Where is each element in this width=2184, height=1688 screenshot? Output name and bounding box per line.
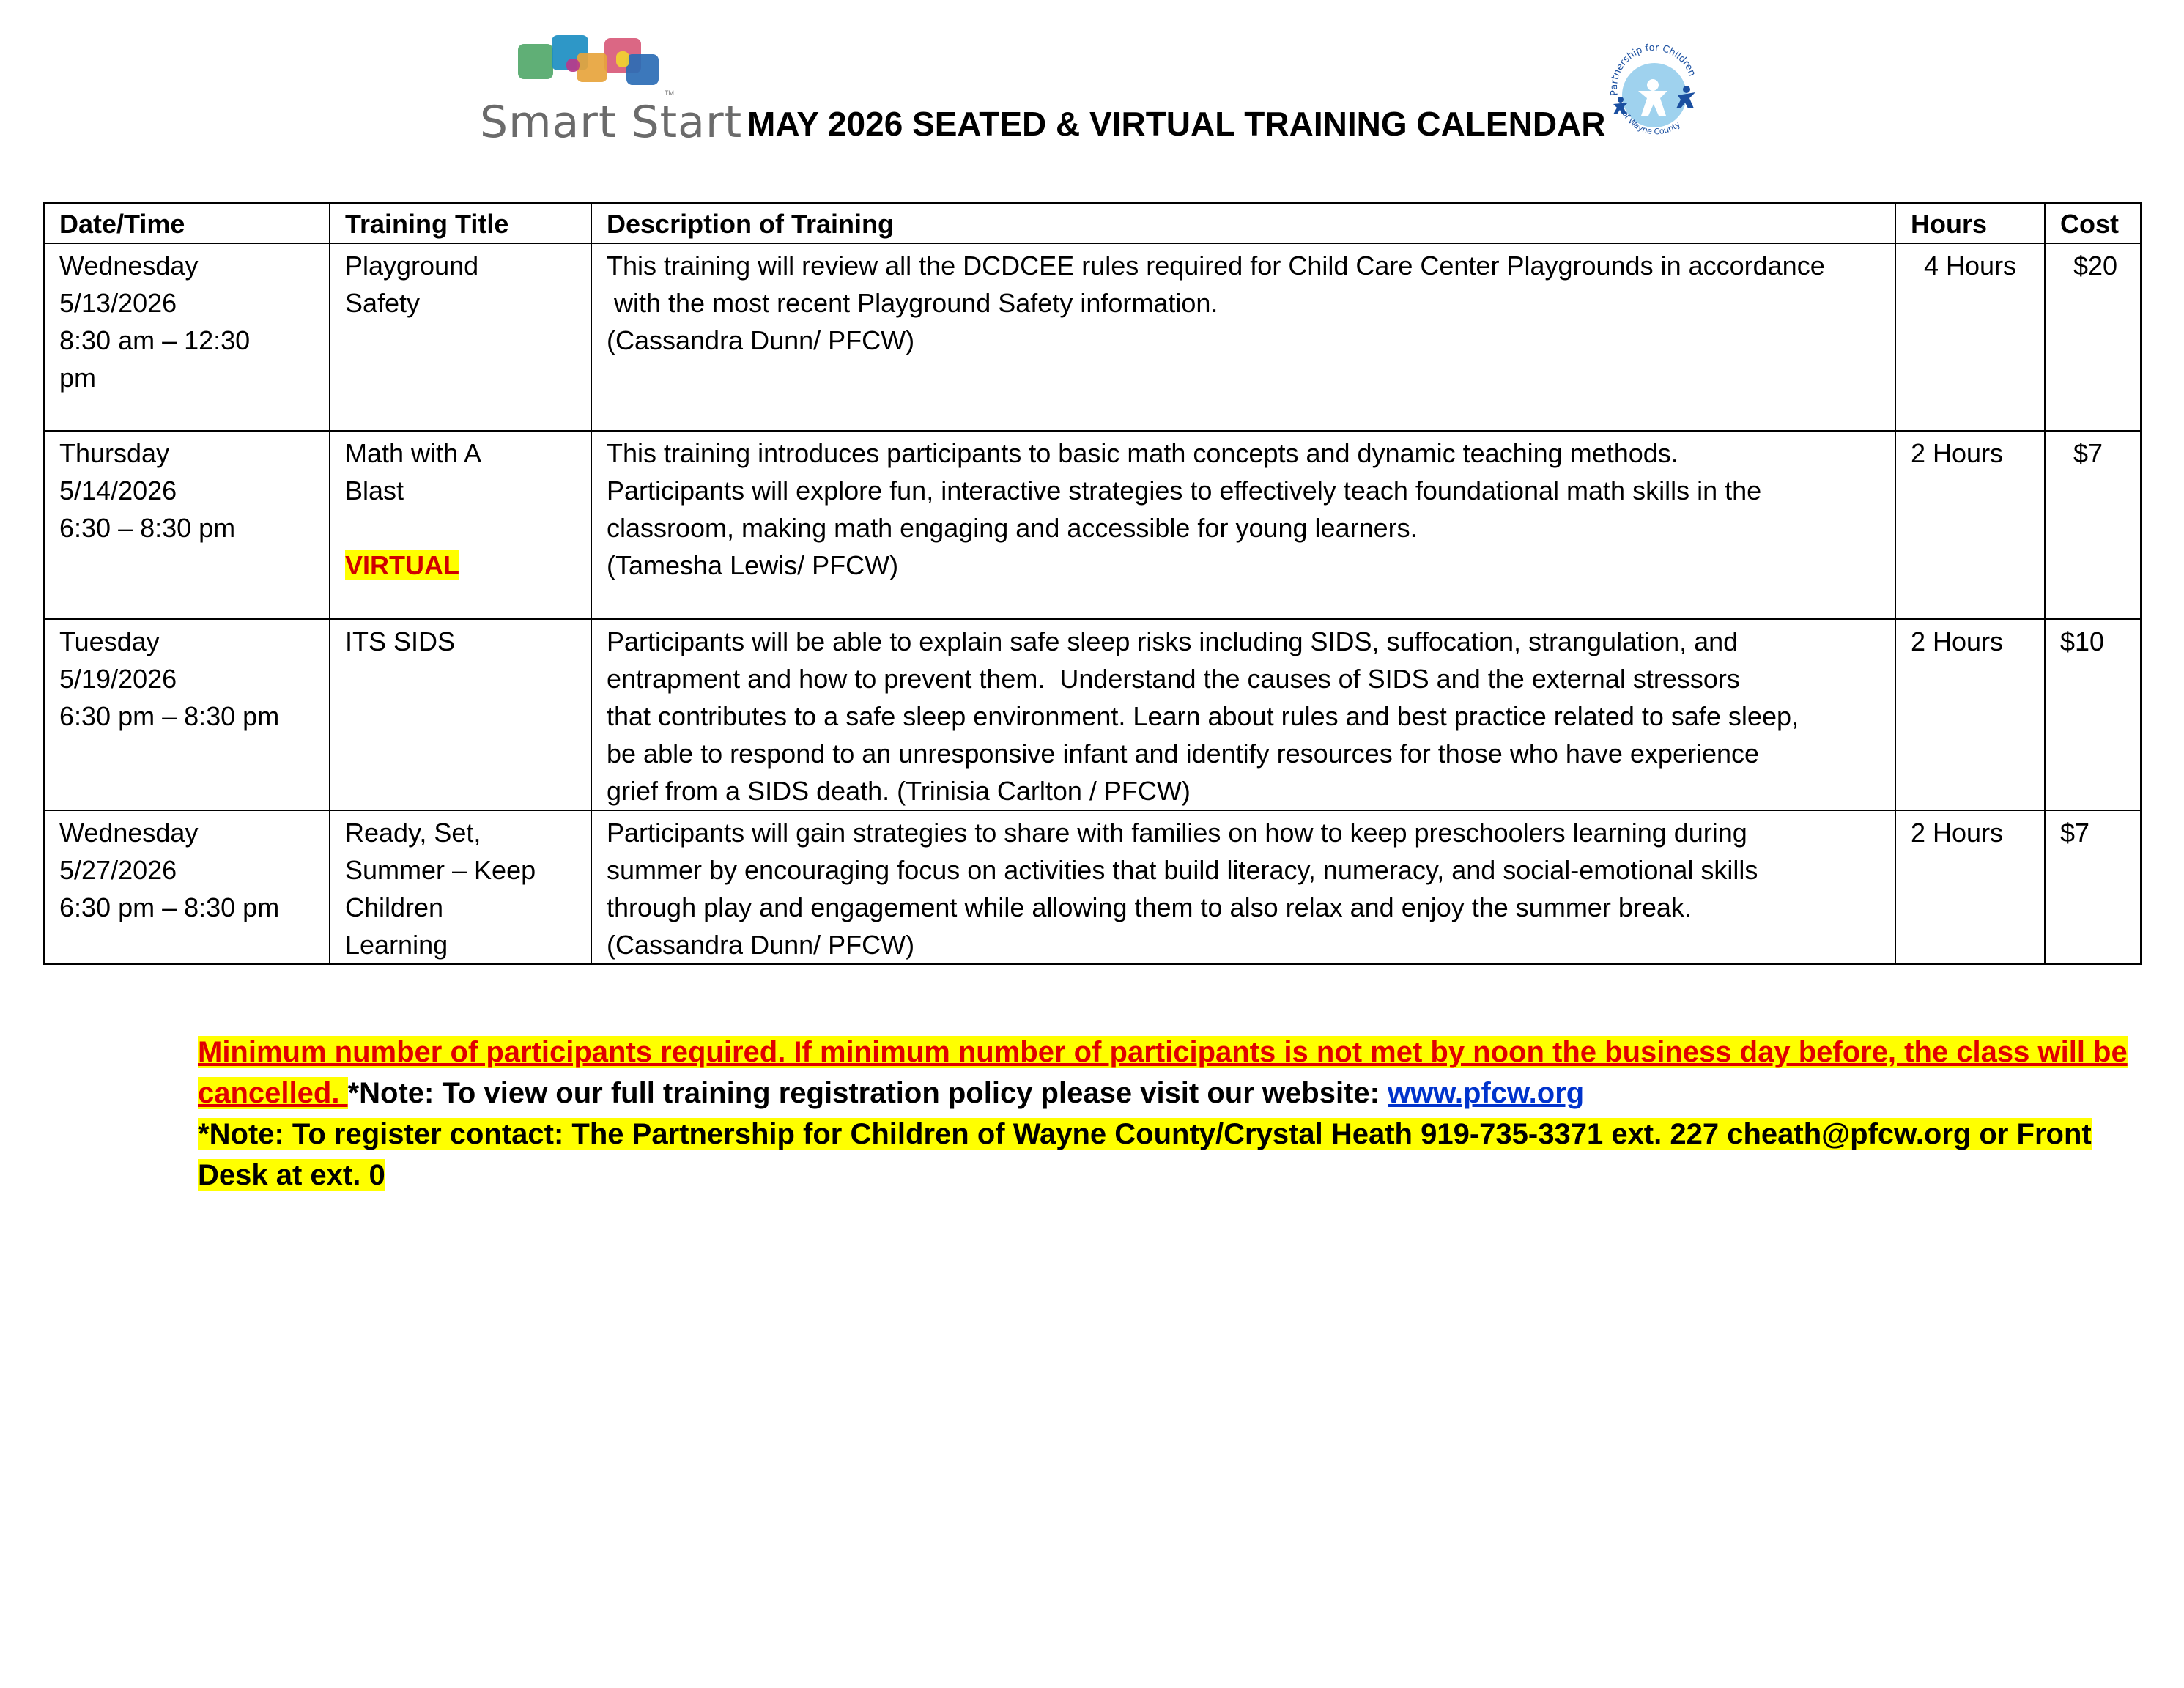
- description-line: This training will review all the DCDCEE rules required for Child Care Center Playgrounds in accordance: [607, 251, 1825, 281]
- date-line: 5/27/2026: [59, 855, 177, 885]
- title-line: Ready, Set,: [345, 818, 481, 848]
- date-line: 8:30 am – 12:30: [59, 325, 251, 355]
- title-cell: [330, 243, 591, 431]
- date-line: Tuesday: [59, 626, 160, 656]
- title-line: Children: [345, 892, 444, 922]
- table-row: [44, 619, 2141, 810]
- date-cell: [44, 810, 330, 964]
- date-line: Wednesday: [59, 818, 199, 848]
- title-line: Math with A: [345, 438, 482, 468]
- register-note-cont: Desk at ext. 0: [198, 1159, 385, 1191]
- page-header: [0, 0, 2184, 176]
- virtual-badge: VIRTUAL: [345, 550, 459, 580]
- minimum-participants-notice-cont: cancelled.: [198, 1077, 348, 1109]
- date-cell: [44, 619, 330, 810]
- hours-cell: 2 Hours: [1895, 431, 2045, 619]
- column-header-cost: Cost: [2045, 203, 2141, 243]
- website-link[interactable]: www.pfcw.org: [1388, 1077, 1585, 1109]
- pfcw-logo-text-bottom: of Wayne County: [1620, 109, 1682, 137]
- description-cell: [591, 431, 1895, 619]
- cost-cell: $20: [2045, 243, 2141, 431]
- date-cell: [44, 431, 330, 619]
- pfcw-logo-text-top: Partnership for Children: [1608, 42, 1698, 97]
- hours-cell: 2 Hours: [1895, 619, 2045, 810]
- table-header-row: [44, 203, 2141, 243]
- description-line: Participants will explore fun, interactive strategies to effectively teach foundational math skills in the: [607, 475, 1762, 506]
- description-line: (Cassandra Dunn/ PFCW): [607, 930, 915, 960]
- description-cell: [591, 810, 1895, 964]
- description-line: Participants will gain strategies to share with families on how to keep preschoolers learning during: [607, 818, 1747, 848]
- description-line: This training introduces participants to basic math concepts and dynamic teaching methods.: [607, 438, 1678, 468]
- table-row: [44, 243, 2141, 431]
- cost-cell: $7: [2045, 431, 2141, 619]
- table-row: [44, 810, 2141, 964]
- title-cell: [330, 810, 591, 964]
- policy-note: *Note: To view our full training registration policy please visit our website:: [347, 1077, 1388, 1109]
- page-title: MAY 2026 SEATED & VIRTUAL TRAINING CALENDAR: [747, 105, 1606, 143]
- description-line: through play and engagement while allowing them to also relax and enjoy the summer break.: [607, 892, 1692, 922]
- column-header-title: Training Title: [330, 203, 591, 243]
- description-line: summer by encouraging focus on activities that build literacy, numeracy, and social-emotional skills: [607, 855, 1758, 885]
- cost-cell: $7: [2045, 810, 2141, 964]
- title-line: Playground: [345, 251, 479, 281]
- column-header-description: Description of Training: [591, 203, 1895, 243]
- description-cell: [591, 619, 1895, 810]
- date-line: 6:30 pm – 8:30 pm: [59, 892, 280, 922]
- description-cell: [591, 243, 1895, 431]
- description-line: (Tamesha Lewis/ PFCW): [607, 550, 899, 580]
- description-line: Participants will be able to explain safe sleep risks including SIDS, suffocation, strangulation, and: [607, 626, 1739, 656]
- title-line: ITS SIDS: [345, 626, 456, 656]
- hours-cell: 4 Hours: [1895, 243, 2045, 431]
- title-line: Safety: [345, 288, 421, 318]
- notes-section: [198, 1032, 2139, 1196]
- date-line: 5/19/2026: [59, 664, 177, 694]
- description-line: grief from a SIDS death. (Trinisia Carlton / PFCW): [607, 776, 1191, 806]
- title-line: Summer – Keep: [345, 855, 536, 885]
- title-line: Learning: [345, 930, 448, 960]
- date-line: 5/14/2026: [59, 475, 177, 506]
- description-line: classroom, making math engaging and accessible for young learners.: [607, 513, 1418, 543]
- table-row: [44, 431, 2141, 619]
- smart-start-wordmark: Smart Start: [480, 97, 743, 148]
- smart-start-logo: TM Smart Start: [480, 29, 700, 147]
- date-line: Wednesday: [59, 251, 199, 281]
- hours-cell: 2 Hours: [1895, 810, 2045, 964]
- training-calendar-table: [43, 202, 2142, 965]
- date-line: Thursday: [59, 438, 170, 468]
- title-cell: [330, 619, 591, 810]
- date-cell: [44, 243, 330, 431]
- description-line: be able to respond to an unresponsive infant and identify resources for those who have experience: [607, 738, 1760, 769]
- minimum-participants-notice: Minimum number of participants required. If minimum number of participants is not met by noon the business day before, the class will be: [198, 1036, 2128, 1068]
- description-line: entrapment and how to prevent them. Understand the causes of SIDS and the external stressors: [607, 664, 1740, 694]
- date-line: pm: [59, 363, 97, 393]
- date-line: 6:30 pm – 8:30 pm: [59, 701, 280, 731]
- description-line: (Cassandra Dunn/ PFCW): [607, 325, 915, 355]
- description-line: with the most recent Playground Safety information.: [607, 288, 1218, 318]
- description-line: that contributes to a safe sleep environment. Learn about rules and best practice related to safe sleep,: [607, 701, 1799, 731]
- date-line: 5/13/2026: [59, 288, 177, 318]
- column-header-date: Date/Time: [44, 203, 330, 243]
- title-cell: [330, 431, 591, 619]
- register-note: *Note: To register contact: The Partnership for Children of Wayne County/Crystal Heath 919-735-3371 ext. 227 cheath@pfcw.org or Front: [198, 1118, 2092, 1150]
- column-header-hours: Hours: [1895, 203, 2045, 243]
- date-line: 6:30 – 8:30 pm: [59, 513, 236, 543]
- pfcw-logo: [1597, 37, 1711, 150]
- cost-cell: $10: [2045, 619, 2141, 810]
- title-line: Blast: [345, 475, 404, 506]
